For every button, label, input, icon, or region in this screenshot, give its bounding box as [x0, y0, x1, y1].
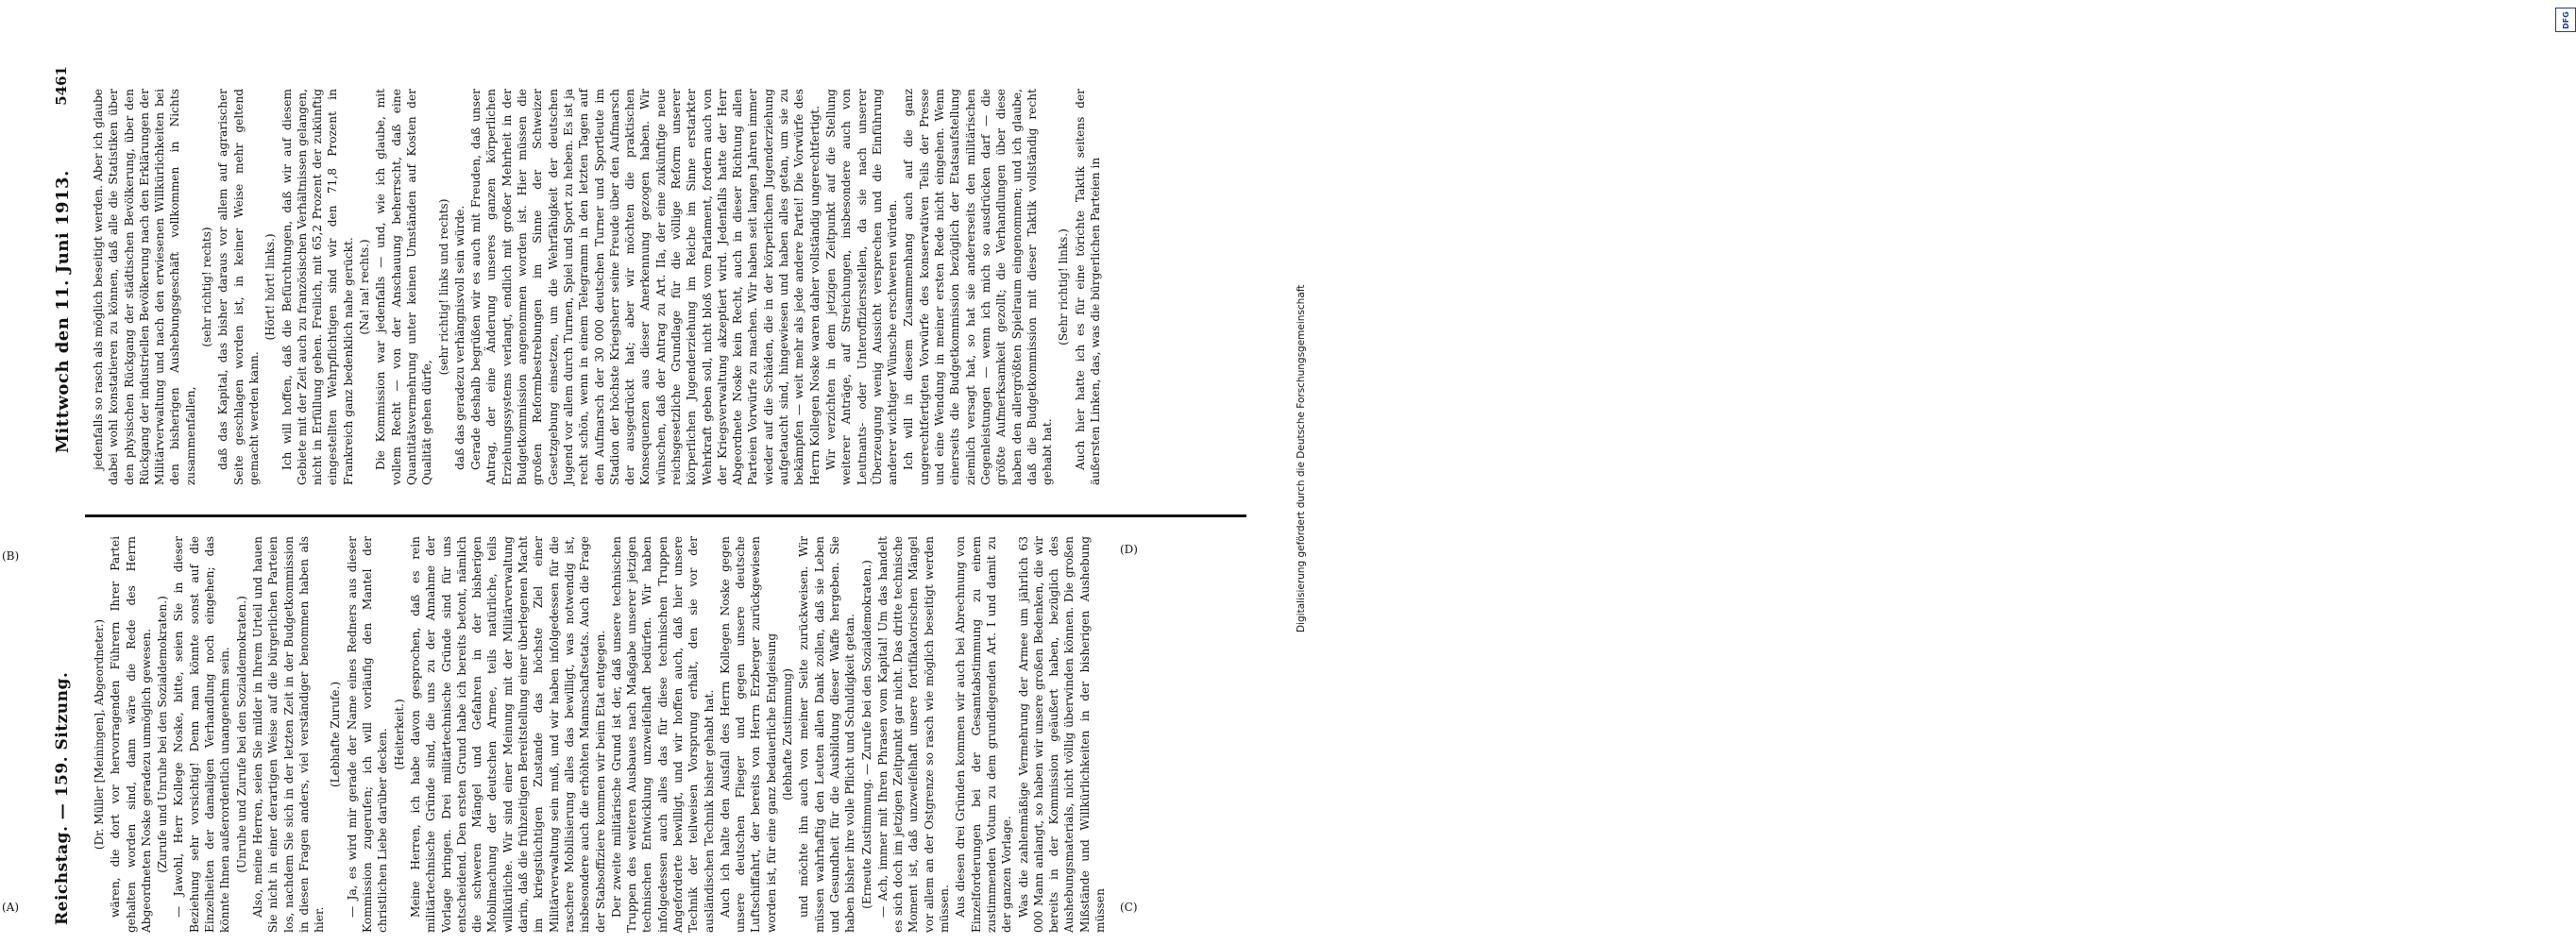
digitization-note: Digitalisierung gefördert durch die Deutsche Forschungsgemeinschaft	[1296, 284, 1307, 632]
interjection-line: (Heiterkeit.)	[392, 699, 406, 770]
paragraph: Also, meine Herren, seien Sie milder in Ihrem Urteil und hauen Sie nicht in einer derartigen Weise auf die bürgerlichen Parteien los, nachdem Sie sich in der letzten Zeit in der Budgetkommission in diesen Fragen anders, viel verständiger benommen haben als hier.	[250, 536, 327, 933]
marker-left-lower: (B)	[2, 549, 20, 563]
paragraph: Was die zahlenmäßige Vermehrung der Armee um jährlich 63 000 Mann anlangt, so haben wir unsere großen Bedenken, die wir bereits in der Kommission geäußert haben, bezüglich des Aushebungsmaterials, nicht völlig überwinden können. Die großen Mißstände und Willkürlichkeiten in der bisherigen Aushebung müssen	[1016, 536, 1107, 933]
marker-right-upper: (C)	[1120, 901, 1138, 914]
page-header	[47, 57, 83, 944]
interjection-line: (Na! na! rechts.)	[358, 239, 372, 335]
paragraph: und möchte ihn auch von meiner Seite zurückweisen. Wir müssen wahrhaftig den Leuten allen Dank zollen, daß sie Leben und Gesundheit für die Ausbildung dieser Waffe hergeben. Sie haben bisher ihre volle Pflicht und Schuldigkeit getan.	[797, 536, 857, 933]
right-column	[91, 89, 1229, 485]
paragraph: Auch ich halte den Ausfall des Herrn Kollegen Noske gegen unsere deutschen Flieger und gegen unsere deutsche Luftschiffahrt, der bereits von Herrn Erzberger zurückgewiesen worden ist, für eine ganz bedauerliche Entgleisung	[718, 536, 778, 933]
paragraph: Meine Herren, ich habe davon gesprochen, daß es rein militärtechnische Gründe sind, die uns zu der Annahme der Vorlage bringen. Drei militärtechnische Gründe sind für uns entscheidend. Den ersten Grund habe ich bereits betont, nämlich die schweren Mängel und Gefahren in der bisherigen Mobilmachung der deutschen Armee, teils natürliche, teils willkürliche. Wir sind einer Meinung mit der Militärverwaltung darin, daß die frühzeitigen Bereitstellung einer überlegenen Macht im kriegstüchtigen Zustande das höchste Ziel einer Militärverwaltung sein muß, und wir haben infolgedessen für die raschere Mobilisierung alles das bewilligt, was notwendig ist, insbesondere auch die erhöhten Mannschaftsetats. Auch die Frage der Stabsoffiziere kommen wir beim Etat entgegen.	[408, 536, 607, 933]
paragraph: daß das geradezu verhängnisvoll sein würde.	[452, 205, 466, 470]
newspaper-sheet	[47, 57, 1246, 944]
interjection-line: (Erneute Zustimmung. — Zurufe bei den Sozialdemokraten.)	[859, 560, 873, 909]
interjection-line: (Unruhe und Zurufe bei den Sozialdemokraten.)	[234, 596, 248, 873]
paragraph: — Jawohl, Herr Kollege Noske, bitte, seien Sie in dieser Beziehung sehr vorsichtig! Denn man könnte sonst auf die Einzelheiten der damaligen Verhandlung noch eingehen; das könnte Ihnen außerordentlich unangenehm sein.	[172, 536, 232, 933]
column-divider	[85, 514, 1246, 517]
paragraph: — Ach, immer mit Ihren Phrasen vom Kapital! Um das handelt es sich doch im jetzigen Zeitpunkt gar nicht. Das dritte technische Moment ist, daß unzweifelhaft unsere fortifikatorischen Mängel vor allem an der Ostgrenze so rasch wie möglich beseitigt werden müssen.	[875, 536, 952, 933]
header-left-title: Reichstag. — 159. Sitzung.	[53, 671, 72, 925]
interjection-line: (Dr. Müller [Meiningen], Abgeordneter.)	[93, 618, 106, 851]
interjection-line: (Sehr richtig! links.)	[1057, 228, 1071, 346]
interjection-line: (Lebhafte Zurufe.)	[329, 681, 343, 788]
paragraph: — Ja, es wird mir gerade der Name eines Redners aus dieser Kommission zugerufen; ich will vorläufig den Mantel der christlichen Liebe darüber decken.	[345, 536, 390, 933]
paragraph: Aus diesen drei Gründen kommen wir auch bei Abrechnung von Einzelforderungen bei der Gesamtabstimmung zu einem zustimmenden Votum zu dem grundlegenden Art. I und damit zu der ganzen Vorlage.	[954, 536, 1014, 933]
paragraph: Ich will hoffen, daß die Befürchtungen, daß wir auf diesem Gebiete mit der Zeit auch zu französischen Verhältnissen gelangen, nicht in Erfüllung gehen. Freilich, mit 65,2 Prozent der zukünftig eingestellten Wehrpflichtigen sind wir den 71,8 Prozent in Frankreich ganz bedenklich nahe gerückt.	[280, 89, 355, 485]
marker-right-lower: (D)	[1120, 543, 1138, 556]
paragraph: Ich will in diesem Zusammenhang auch auf die ganz ungerechtfertigten Vorwürfe des konservativen Teils der Presse und eine Wendung in meiner ersten Rede nicht eingehen. Wenn einerseits die Budgetkommission bezüglich der Etatsaufstellung ziemlich versagt hat, so hat sie andererseits den militärischen Gegenleistungen — wenn ich mich so ausdrücken darf — die größte Aufmerksamkeit gezollt; die Verhandlungen über diese haben den allergrößten Spielraum eingenommen; und ich glaube, daß die Budgetkommission mit dieser Taktik vollständig recht gehabt hat.	[902, 89, 1055, 485]
paragraph: Die Kommission war jedenfalls — und, wie ich glaube, mit vollem Recht — von der Anschauung beherrscht, daß eine Quantitätsvermehrung unter keinen Umständen auf Kosten der Qualität gehen dürfe,	[374, 89, 434, 485]
page-number: 5461	[53, 66, 70, 106]
dfg-logo-text: DFG	[2561, 10, 2570, 29]
paragraph: Gerade deshalb begrüßen wir es auch mit Freuden, daß unser Antrag, der eine Änderung unseres ganzen körperlichen Erziehungssystems verlangt, endlich mit großer Mehrheit in der Budgetkommission angenommen worden ist. Hier müssen die großen Reformbestrebungen im Sinne der Schweizer Gesetzgebung einsetzen, um die Wehrfähigkeit der deutschen Jugend vor allem durch Turnen, Spiel und Sport zu heben. Es ist ja recht schön, wenn in einem Telegramm in den letzten Tagen auf den Aufmarsch der 30 000 deutschen Turner und Sportleute im Stadion der höchste Kriegsherr seine Freude über den Aufmarsch der ausgedrückt hat; aber wir möchten die praktischen Konsequenzen aus dieser Anerkennung gezogen haben. Wir wünschen, daß der Antrag zu Art. IIa, der eine zukünftige neue reichsgesetzliche Grundlage für die völlige Reform unserer körperlichen Jugenderziehung im Reiche im Sinne erstarkter Wehrkraft geben soll, nicht bloß vom Parlament, fordern auch von der Kriegsverwaltung akzeptiert wird. Jedenfalls hatte der Herr Abgeordnete Noske kein Recht, auch in dieser Richtung allen Parteien Vorwürfe zu machen. Wir haben seit langen Jahren immer wieder auf die Schäden, die in der körperlichen Jugenderziehung aufgetaucht sind, hingewiesen und haben alles getan, um sie zu bekämpfen — weit mehr als jede andere Partei! Die Vorwürfe des Herrn Kollegen Noske waren daher vollständig ungerechtfertigt.	[469, 89, 822, 485]
paragraph: wären, die dort vor hervorragenden Führern Ihrer Partei gehalten worden sind, dann wäre die Rede des Herrn Abgeordneten Noske geradezu unmöglich gewesen.	[109, 536, 153, 933]
interjection-line: (sehr richtig! links und rechts)	[436, 198, 450, 376]
interjection-line: (sehr richtig! rechts)	[200, 227, 214, 347]
paragraph: Auch hier hatte ich es für eine törichte Taktik seitens der äußersten Linken, das, was die bürgerlichen Parteien in	[1073, 89, 1102, 485]
paragraph: Wir verzichten in dem jetzigen Zeitpunkt auf die Stellung weiterer Anträge, auf Streichungen, insbesondere auch von Leutnants- oder Unteroffiziersstellen, da sie nach unserer Überzeugung wenig Aussicht versprechen und die Einführung anderer wichtiger Wünsche erschweren würden.	[823, 89, 900, 485]
paragraph: jedenfalls so rasch als möglich beseitigt werden. Aber ich glaube dabei wohl konstatieren zu können, daß alle die Statistiken über den physischen Rückgang der städtischen Bevölkerung, über den Rückgang der industriellen Bevölkerung nach den Erklärungen der Militärverwaltung und nach den erwiesenen Willkürlichkeiten bei den bisherigen Aushebungsgeschäft vollkommen in Nichts zusammenfallen,	[92, 89, 197, 485]
paragraph: daß das Kapital, das bisher daraus vor allem auf agrarischer Seite geschlagen worden ist, in keiner Weise mehr geltend gemacht werden kann.	[216, 89, 261, 485]
interjection-line: (lebhafte Zustimmung)	[781, 668, 795, 801]
dfg-logo-icon	[2555, 8, 2576, 32]
left-column	[91, 536, 1229, 933]
interjection-line: (Hört! hört! links.)	[263, 233, 278, 341]
header-right-date: Mittwoch den 11. Juni 1913.	[53, 170, 73, 453]
interjection-line: (Zurufe und Unruhe bei den Sozialdemokraten.)	[156, 596, 170, 873]
paragraph: Der zweite militärische Grund ist der, daß unsere technischen Truppen des weiteren Ausbaues nach Maßgabe unserer jetzigen technischen Entwicklung unzweifelhaft bedürfen. Wir haben infolgedessen auch alles das für diese technischen Truppen Angeforderte bewilligt, und wir hoffen auch, daß hier unsere Technik der teilweisen Vorsprung erhält, den sie vor der ausländischen Technik bisher gehabt hat.	[609, 536, 716, 933]
marker-left-upper: (A)	[2, 901, 20, 914]
